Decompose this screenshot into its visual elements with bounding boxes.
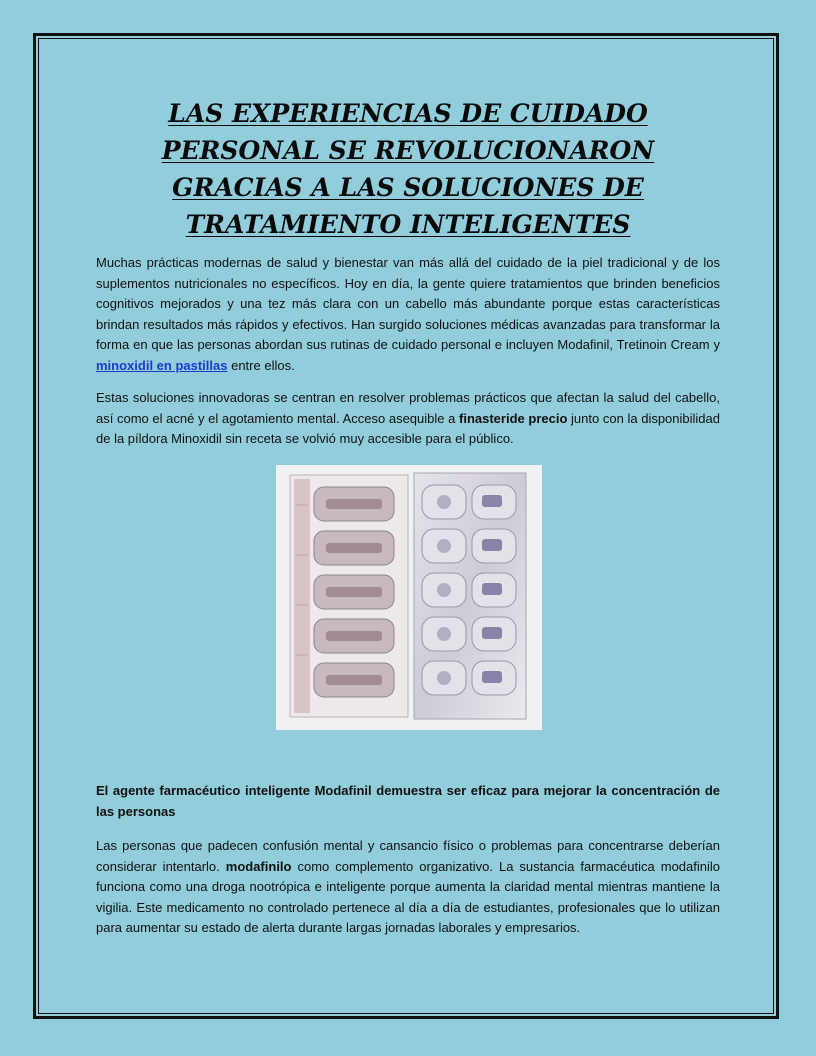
intro-text-end: entre ellos. <box>227 357 295 373</box>
modafinil-paragraph <box>96 836 720 939</box>
modafinil-text-end: como complemento organizativo. La sustancia farmacéutica modafinilo funciona como una droga nootrópica e inteligente porque aumenta la claridad mental mientras mantiene la vigilia. Este medicamento no controlado pertenece al día a día de estudiantes, profesionales que lo utilizan para aumentar su estado de alerta durante largas jornadas laborales y empresarios. <box>96 858 720 936</box>
section-heading: El agente farmacéutico inteligente Modafinil demuestra ser eficaz para mejorar la concentración de las personas <box>96 783 720 819</box>
intro-text: Muchas prácticas modernas de salud y bienestar van más allá del cuidado de la piel tradicional y de los suplementos nutricionales no específicos. Hoy en día, la gente quiere tratamientos que brinden beneficios cognitivos mejorados y una tez más clara con un cabello más abundante porque estas características brindan resultados más rápidos y efectivos. Han surgido soluciones médicas avanzadas para transformar la forma en que las personas abordan sus rutinas de cuidado personal e incluyen Modafinil, Tretinoin Cream y <box>96 255 720 353</box>
second-paragraph <box>96 388 720 450</box>
second-text-end: junto con la disponibilidad de la píldora Minoxidil sin receta se volvió muy accesible para el público. <box>96 410 720 447</box>
finasteride-keyword: finasteride precio <box>459 410 568 426</box>
modafinil-text: Las personas que padecen confusión mental y cansancio físico o problemas para concentrarse deberían considerar intentarlo. <box>96 838 720 874</box>
right-blister-strip <box>414 473 526 719</box>
page-title: LAS EXPERIENCIAS DE CUIDADO PERSONAL SE REVOLUCIONARON GRACIAS A LAS SOLUCIONES DE TRATAMIENTO INTELIGENTES <box>161 99 655 239</box>
pill-blister-image <box>276 465 542 730</box>
intro-paragraph <box>96 253 720 377</box>
minoxidil-link[interactable]: minoxidil en pastillas <box>96 357 228 373</box>
left-blister-strip <box>290 475 408 717</box>
modafinilo-keyword: modafinilo <box>225 858 292 874</box>
blister-pack-illustration <box>276 465 542 730</box>
second-text: Estas soluciones innovadoras se centran en resolver problemas prácticos que afectan la salud del cabello, así como el acné y el agotamiento mental. Acceso asequible a <box>96 390 720 426</box>
